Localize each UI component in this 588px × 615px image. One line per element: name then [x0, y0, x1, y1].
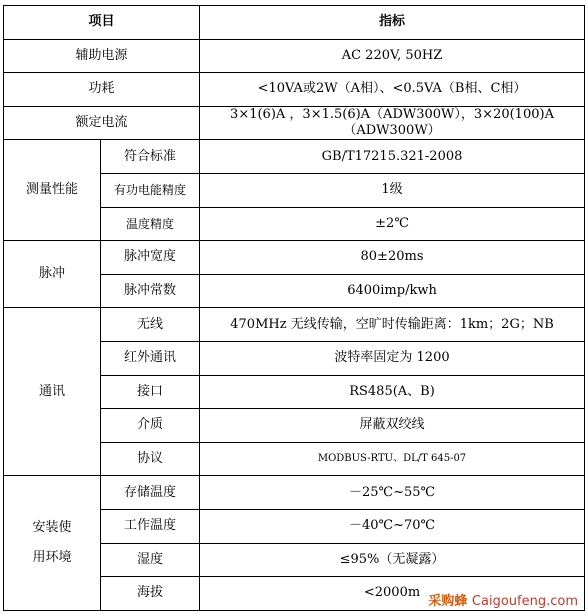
- sub-value: －25℃~55℃: [200, 476, 585, 510]
- sub-label: 海拔: [101, 577, 200, 611]
- row-value-aux-power: AC 220V, 50HZ: [200, 39, 585, 73]
- group-pulse: 脉冲: [4, 241, 101, 308]
- watermark-cn: 采购蜂: [428, 594, 468, 609]
- header-spec: 指标: [200, 6, 585, 40]
- sub-label: 符合标准: [101, 140, 200, 174]
- sub-label: 脉冲宽度: [101, 241, 200, 275]
- sub-value: 1级: [200, 173, 585, 207]
- sub-label: 湿度: [101, 543, 200, 577]
- sub-value: 470MHz 无线传输，空旷时传输距离：1km；2G；NB: [200, 308, 585, 342]
- watermark-en: Caigoufeng.com: [471, 594, 578, 609]
- sub-label: 协议: [101, 442, 200, 476]
- sub-label: 接口: [101, 375, 200, 409]
- group-measurement: 测量性能: [4, 140, 101, 241]
- row-label-power-consumption: 功耗: [4, 73, 200, 107]
- table-row: [4, 308, 585, 342]
- sub-value: 波特率固定为 1200: [200, 341, 585, 375]
- table-row: [4, 476, 585, 510]
- table-row: [4, 73, 585, 107]
- watermark: [426, 590, 580, 609]
- sub-value: GB/T17215.321-2008: [200, 140, 585, 174]
- sub-label: 温度精度: [101, 207, 200, 241]
- sub-value: 80±20ms: [200, 241, 585, 275]
- group-comm: 通讯: [4, 308, 101, 476]
- table-row: [4, 106, 585, 140]
- sub-label: 红外通讯: [101, 341, 200, 375]
- row-value-power-consumption: <10VA或2W（A相）、<0.5VA（B相、C相）: [200, 73, 585, 107]
- sub-value: 6400imp/kwh: [200, 274, 585, 308]
- table-row: [4, 39, 585, 73]
- table-row: [4, 241, 585, 275]
- group-env-line2: 用环境: [32, 550, 72, 565]
- sub-label: 脉冲常数: [101, 274, 200, 308]
- sub-value: MODBUS-RTU、DL/T 645-07: [200, 442, 585, 476]
- group-env-line1: 安装使: [32, 520, 72, 535]
- sub-label: 工作温度: [101, 509, 200, 543]
- table-row: [4, 140, 585, 174]
- header-item: 项目: [4, 6, 200, 40]
- sub-value: <2000m: [200, 577, 585, 611]
- sub-label: 介质: [101, 409, 200, 443]
- table-header-row: [4, 6, 585, 40]
- row-label-aux-power: 辅助电源: [4, 39, 200, 73]
- sub-label: 有功电能精度: [101, 173, 200, 207]
- sub-value: ±2℃: [200, 207, 585, 241]
- sub-value: －40℃~70℃: [200, 509, 585, 543]
- group-env: [4, 476, 101, 610]
- sub-value: 屏蔽双绞线: [200, 409, 585, 443]
- sub-label: 无线: [101, 308, 200, 342]
- sub-label: 存储温度: [101, 476, 200, 510]
- row-label-rated-current: 额定电流: [4, 106, 200, 140]
- row-value-rated-current: 3×1(6)A ，3×1.5(6)A（ADW300W），3×20(100)A（ADW300W）: [200, 106, 585, 140]
- spec-table: [3, 5, 585, 611]
- sub-value: ≤95%（无凝露）: [200, 543, 585, 577]
- sub-value: RS485(A、B): [200, 375, 585, 409]
